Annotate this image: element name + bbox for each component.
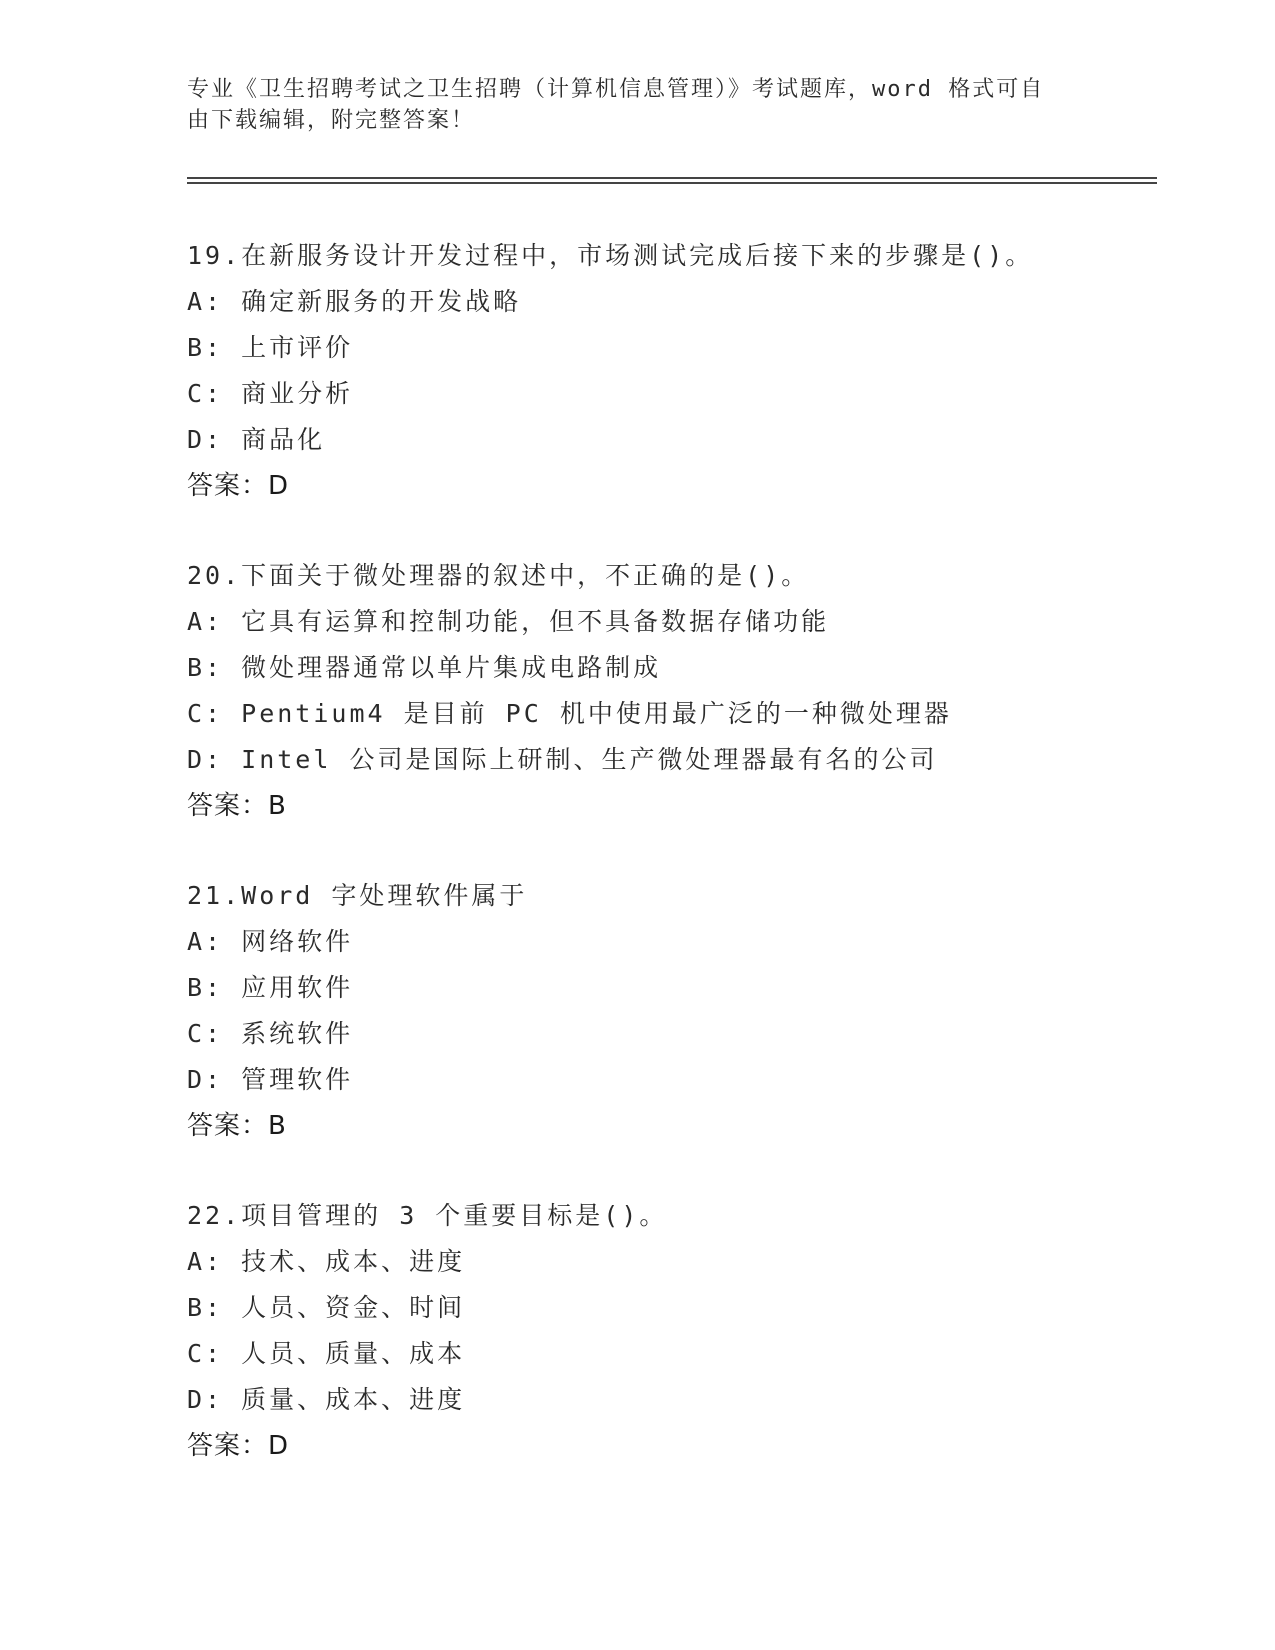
question-20 xyxy=(187,553,1167,829)
answer: 答案：B xyxy=(187,1111,287,1141)
option-a: A: 网络软件 xyxy=(187,927,354,956)
question-stem: 21.Word 字处理软件属于 xyxy=(187,881,528,910)
question-19 xyxy=(187,233,1167,509)
option-d: D: 质量、成本、进度 xyxy=(187,1385,466,1414)
option-c: C: 人员、质量、成本 xyxy=(187,1339,466,1368)
answer: 答案：D xyxy=(187,471,290,501)
question-stem: 20.下面关于微处理器的叙述中，不正确的是()。 xyxy=(187,561,810,590)
answer: 答案：D xyxy=(187,1431,290,1461)
question-21 xyxy=(187,873,1167,1149)
question-stem: 19.在新服务设计开发过程中，市场测试完成后接下来的步骤是()。 xyxy=(187,241,1034,270)
option-c: C: 系统软件 xyxy=(187,1019,354,1048)
option-b: B: 应用软件 xyxy=(187,973,354,1002)
header-divider-bottom xyxy=(187,182,1157,184)
option-a: A: 它具有运算和控制功能，但不具备数据存储功能 xyxy=(187,607,830,636)
option-b: B: 人员、资金、时间 xyxy=(187,1293,466,1322)
option-a: A: 技术、成本、进度 xyxy=(187,1247,466,1276)
option-d: D: 商品化 xyxy=(187,425,326,454)
question-22 xyxy=(187,1193,1167,1469)
option-b: B: 微处理器通常以单片集成电路制成 xyxy=(187,653,662,682)
option-c: C: Pentium4 是目前 PC 机中使用最广泛的一种微处理器 xyxy=(187,699,952,728)
answer: 答案：B xyxy=(187,791,287,821)
option-b: B: 上市评价 xyxy=(187,333,354,362)
option-c: C: 商业分析 xyxy=(187,379,354,408)
header-line-1: 专业《卫生招聘考试之卫生招聘（计算机信息管理）》考试题库，word 格式可自 xyxy=(187,77,1045,102)
option-d: D: 管理软件 xyxy=(187,1065,354,1094)
option-d: D: Intel 公司是国际上研制、生产微处理器最有名的公司 xyxy=(187,745,938,774)
header-divider-top xyxy=(187,177,1157,179)
option-a: A: 确定新服务的开发战略 xyxy=(187,287,522,316)
header-line-2: 由下载编辑，附完整答案！ xyxy=(187,108,476,133)
question-stem: 22.项目管理的 3 个重要目标是()。 xyxy=(187,1201,668,1230)
document-header xyxy=(187,74,1087,136)
